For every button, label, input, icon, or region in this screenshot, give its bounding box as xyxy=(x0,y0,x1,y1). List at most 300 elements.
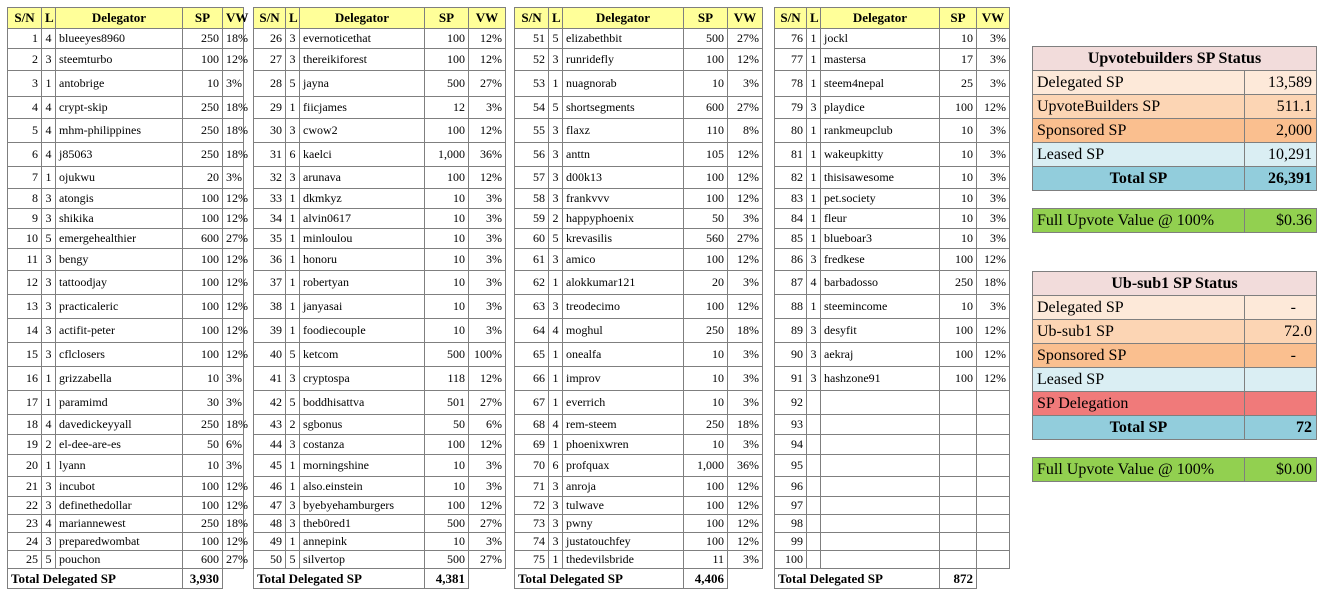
sp-cell: 250 xyxy=(183,515,223,533)
serial-cell: 69 xyxy=(515,435,549,455)
delegator-cell: shikika xyxy=(56,209,183,229)
serial-cell: 81 xyxy=(775,143,807,167)
sp-cell: 10 xyxy=(425,319,469,343)
sp-cell: 20 xyxy=(684,271,728,295)
serial-cell: 10 xyxy=(8,229,42,249)
sp-cell: 100 xyxy=(183,343,223,367)
table-row xyxy=(8,319,244,343)
delegator-cell: cwow2 xyxy=(300,119,425,143)
delegator-cell: alokkumar121 xyxy=(563,271,684,295)
table-row xyxy=(254,119,506,143)
serial-cell: 7 xyxy=(8,167,42,189)
ub-leased-label: Leased SP xyxy=(1033,143,1245,167)
table-row xyxy=(254,295,506,319)
delegator-cell: nuagnorab xyxy=(563,71,684,97)
level-cell: 5 xyxy=(286,343,300,367)
delegator-cell: tulwave xyxy=(563,497,684,515)
table-row xyxy=(254,533,506,551)
sp-cell: 100 xyxy=(183,477,223,497)
level-cell: 3 xyxy=(286,119,300,143)
serial-cell: 8 xyxy=(8,189,42,209)
ub-sponsored-label: Sponsored SP xyxy=(1033,119,1245,143)
level-cell: 5 xyxy=(286,71,300,97)
sp-cell: 500 xyxy=(425,551,469,569)
sp-cell: 50 xyxy=(684,209,728,229)
sp-cell: 100 xyxy=(684,515,728,533)
vw-cell: 18% xyxy=(223,515,244,533)
vw-cell: 12% xyxy=(469,29,506,49)
vw-cell: 3% xyxy=(977,189,1010,209)
serial-cell: 23 xyxy=(8,515,42,533)
vw-cell: 18% xyxy=(223,97,244,119)
delegator-cell: profquax xyxy=(563,455,684,477)
serial-cell: 99 xyxy=(775,533,807,551)
level-cell: 3 xyxy=(286,497,300,515)
total-row xyxy=(8,569,244,589)
level-cell: 3 xyxy=(807,97,821,119)
serial-cell: 93 xyxy=(775,415,807,435)
level-cell: 1 xyxy=(549,367,563,391)
serial-cell: 80 xyxy=(775,119,807,143)
table-row xyxy=(8,343,244,367)
level-cell: 1 xyxy=(42,167,56,189)
level-cell: 1 xyxy=(807,229,821,249)
level-cell: 1 xyxy=(549,435,563,455)
vw-cell: 3% xyxy=(728,343,763,367)
level-cell: 3 xyxy=(807,343,821,367)
vw-cell xyxy=(977,551,1010,569)
level-cell: 1 xyxy=(286,189,300,209)
level-cell: 4 xyxy=(42,97,56,119)
serial-cell: 61 xyxy=(515,249,549,271)
delegator-cell: thedevilsbride xyxy=(563,551,684,569)
vw-cell: 12% xyxy=(977,97,1010,119)
delegator-cell xyxy=(821,551,940,569)
table-row xyxy=(254,229,506,249)
vw-cell: 18% xyxy=(223,143,244,167)
header-vw: VW xyxy=(469,8,506,29)
table-row xyxy=(8,367,244,391)
table-row xyxy=(775,551,1010,569)
sub1-fuv-value: $0.00 xyxy=(1245,458,1317,482)
table-row xyxy=(515,119,763,143)
serial-cell: 19 xyxy=(8,435,42,455)
sp-cell: 10 xyxy=(425,229,469,249)
sp-cell: 100 xyxy=(684,497,728,515)
serial-cell: 3 xyxy=(8,71,42,97)
total-delegated-label: Total Delegated SP xyxy=(515,569,684,589)
level-cell: 1 xyxy=(286,295,300,319)
delegator-cell xyxy=(821,497,940,515)
table-row xyxy=(254,343,506,367)
sp-cell: 100 xyxy=(684,49,728,71)
delegator-cell: pet.society xyxy=(821,189,940,209)
level-cell: 3 xyxy=(549,515,563,533)
delegator-cell: j85063 xyxy=(56,143,183,167)
total-delegated-label: Total Delegated SP xyxy=(775,569,940,589)
sp-cell: 10 xyxy=(425,477,469,497)
delegator-cell: honoru xyxy=(300,249,425,271)
level-cell: 5 xyxy=(549,29,563,49)
delegator-cell: barbadosso xyxy=(821,271,940,295)
vw-cell: 18% xyxy=(728,319,763,343)
serial-cell: 77 xyxy=(775,49,807,71)
level-cell: 3 xyxy=(42,49,56,71)
sp-cell: 100 xyxy=(183,189,223,209)
delegator-cell: theb0red1 xyxy=(300,515,425,533)
delegator-cell: phoenixwren xyxy=(563,435,684,455)
vw-cell: 27% xyxy=(469,551,506,569)
header-sn: S/N xyxy=(254,8,286,29)
level-cell: 6 xyxy=(549,455,563,477)
delegator-cell: tattoodjay xyxy=(56,271,183,295)
table-row xyxy=(775,271,1010,295)
sp-cell: 100 xyxy=(684,295,728,319)
vw-cell: 12% xyxy=(469,497,506,515)
sp-cell: 100 xyxy=(183,497,223,515)
table-row xyxy=(254,435,506,455)
serial-cell: 74 xyxy=(515,533,549,551)
delegator-cell: steemincome xyxy=(821,295,940,319)
level-cell: 1 xyxy=(807,167,821,189)
sp-cell: 30 xyxy=(183,391,223,415)
ub-sp-label: UpvoteBuilders SP xyxy=(1033,95,1245,119)
vw-cell: 3% xyxy=(469,189,506,209)
delegator-cell: blueboar3 xyxy=(821,229,940,249)
header-l: L xyxy=(286,8,300,29)
sp-cell: 100 xyxy=(183,49,223,71)
level-cell xyxy=(807,415,821,435)
serial-cell: 59 xyxy=(515,209,549,229)
serial-cell: 62 xyxy=(515,271,549,295)
sp-cell: 10 xyxy=(940,229,977,249)
level-cell: 1 xyxy=(286,319,300,343)
sp-cell: 100 xyxy=(684,477,728,497)
sp-cell: 250 xyxy=(183,415,223,435)
table-row xyxy=(8,189,244,209)
vw-cell: 18% xyxy=(728,415,763,435)
sp-cell: 10 xyxy=(940,209,977,229)
table-row xyxy=(775,167,1010,189)
delegator-cell: rankmeupclub xyxy=(821,119,940,143)
delegator-cell: lyann xyxy=(56,455,183,477)
sp-cell: 100 xyxy=(425,167,469,189)
serial-cell: 27 xyxy=(254,49,286,71)
header-row xyxy=(8,8,244,29)
serial-cell: 17 xyxy=(8,391,42,415)
header-sp: SP xyxy=(940,8,977,29)
delegator-table-2 xyxy=(253,7,506,589)
level-cell: 4 xyxy=(807,271,821,295)
table-row xyxy=(515,143,763,167)
table-row xyxy=(8,29,244,49)
serial-cell: 67 xyxy=(515,391,549,415)
serial-cell: 30 xyxy=(254,119,286,143)
delegator-cell: byebyehamburgers xyxy=(300,497,425,515)
table-row xyxy=(775,533,1010,551)
level-cell: 4 xyxy=(42,29,56,49)
level-cell: 3 xyxy=(549,119,563,143)
sub1-total-value: 72 xyxy=(1245,416,1317,440)
serial-cell: 32 xyxy=(254,167,286,189)
level-cell: 4 xyxy=(549,319,563,343)
delegator-cell: everrich xyxy=(563,391,684,415)
empty-cell xyxy=(223,569,244,589)
sp-cell: 560 xyxy=(684,229,728,249)
level-cell: 3 xyxy=(549,167,563,189)
table-row xyxy=(515,477,763,497)
serial-cell: 20 xyxy=(8,455,42,477)
vw-cell: 3% xyxy=(728,435,763,455)
table-row xyxy=(254,249,506,271)
header-delegator: Delegator xyxy=(300,8,425,29)
vw-cell: 27% xyxy=(728,229,763,249)
delegator-table-3 xyxy=(514,7,763,589)
delegator-cell: treodecimo xyxy=(563,295,684,319)
table-row xyxy=(775,455,1010,477)
serial-cell: 90 xyxy=(775,343,807,367)
delegator-cell: bengy xyxy=(56,249,183,271)
serial-cell: 51 xyxy=(515,29,549,49)
serial-cell: 39 xyxy=(254,319,286,343)
vw-cell: 12% xyxy=(469,119,506,143)
level-cell: 3 xyxy=(549,533,563,551)
sp-cell: 10 xyxy=(183,455,223,477)
delegator-cell: anttn xyxy=(563,143,684,167)
table-row xyxy=(254,455,506,477)
empty-cell xyxy=(469,569,506,589)
level-cell: 6 xyxy=(286,143,300,167)
table-row xyxy=(515,435,763,455)
serial-cell: 31 xyxy=(254,143,286,167)
level-cell: 3 xyxy=(42,533,56,551)
level-cell: 2 xyxy=(286,415,300,435)
sp-cell: 1,000 xyxy=(425,143,469,167)
sp-cell: 100 xyxy=(425,435,469,455)
table-row xyxy=(515,229,763,249)
ubsub1-status-table xyxy=(1032,271,1317,440)
sp-cell: 10 xyxy=(425,533,469,551)
level-cell xyxy=(807,435,821,455)
table-row xyxy=(775,367,1010,391)
level-cell: 3 xyxy=(286,367,300,391)
table-row xyxy=(8,143,244,167)
vw-cell: 12% xyxy=(728,295,763,319)
level-cell: 1 xyxy=(42,391,56,415)
delegator-cell: blueeyes8960 xyxy=(56,29,183,49)
vw-cell xyxy=(977,435,1010,455)
level-cell: 3 xyxy=(549,189,563,209)
sp-cell: 50 xyxy=(425,415,469,435)
serial-cell: 78 xyxy=(775,71,807,97)
vw-cell: 18% xyxy=(223,415,244,435)
vw-cell: 12% xyxy=(728,189,763,209)
serial-cell: 55 xyxy=(515,119,549,143)
sp-cell: 100 xyxy=(425,497,469,515)
sub1-delegation-value xyxy=(1245,392,1317,416)
delegator-cell: anroja xyxy=(563,477,684,497)
empty-cell xyxy=(977,569,1010,589)
vw-cell: 27% xyxy=(469,515,506,533)
vw-cell: 3% xyxy=(977,119,1010,143)
level-cell: 1 xyxy=(549,551,563,569)
table-row xyxy=(8,415,244,435)
serial-cell: 41 xyxy=(254,367,286,391)
vw-cell: 12% xyxy=(223,249,244,271)
delegator-cell: aekraj xyxy=(821,343,940,367)
level-cell: 4 xyxy=(42,515,56,533)
level-cell: 1 xyxy=(286,455,300,477)
sp-cell: 10 xyxy=(940,295,977,319)
level-cell: 5 xyxy=(42,551,56,569)
vw-cell: 12% xyxy=(728,497,763,515)
delegator-cell xyxy=(821,515,940,533)
serial-cell: 53 xyxy=(515,71,549,97)
table-row xyxy=(515,551,763,569)
serial-cell: 58 xyxy=(515,189,549,209)
ub-delegated-label: Delegated SP xyxy=(1033,71,1245,95)
vw-cell: 3% xyxy=(469,97,506,119)
vw-cell: 27% xyxy=(469,391,506,415)
serial-cell: 35 xyxy=(254,229,286,249)
delegator-cell: desyfit xyxy=(821,319,940,343)
delegator-cell: justatouchfey xyxy=(563,533,684,551)
table-row xyxy=(515,415,763,435)
serial-cell: 100 xyxy=(775,551,807,569)
level-cell: 1 xyxy=(549,271,563,295)
delegator-cell xyxy=(821,533,940,551)
serial-cell: 76 xyxy=(775,29,807,49)
level-cell: 1 xyxy=(42,455,56,477)
total-row xyxy=(254,569,506,589)
sp-cell: 100 xyxy=(183,533,223,551)
level-cell: 1 xyxy=(286,209,300,229)
sp-cell: 100 xyxy=(183,249,223,271)
table-row xyxy=(254,515,506,533)
serial-cell: 2 xyxy=(8,49,42,71)
level-cell xyxy=(807,391,821,415)
level-cell: 3 xyxy=(549,295,563,319)
vw-cell: 3% xyxy=(469,271,506,295)
serial-cell: 48 xyxy=(254,515,286,533)
table-row xyxy=(775,189,1010,209)
vw-cell: 12% xyxy=(223,295,244,319)
sp-cell: 100 xyxy=(940,367,977,391)
serial-cell: 95 xyxy=(775,455,807,477)
vw-cell: 3% xyxy=(469,319,506,343)
level-cell: 1 xyxy=(42,71,56,97)
table-row xyxy=(515,319,763,343)
serial-cell: 98 xyxy=(775,515,807,533)
delegator-cell: thisisawesome xyxy=(821,167,940,189)
vw-cell: 12% xyxy=(223,319,244,343)
delegator-cell: emergehealthier xyxy=(56,229,183,249)
sp-cell: 250 xyxy=(684,319,728,343)
vw-cell: 12% xyxy=(728,515,763,533)
vw-cell xyxy=(977,415,1010,435)
sp-cell xyxy=(940,497,977,515)
table-row xyxy=(254,391,506,415)
serial-cell: 18 xyxy=(8,415,42,435)
sp-cell: 10 xyxy=(425,249,469,271)
upvotebuilders-status-table xyxy=(1032,46,1317,191)
serial-cell: 46 xyxy=(254,477,286,497)
level-cell: 5 xyxy=(549,97,563,119)
vw-cell: 12% xyxy=(223,49,244,71)
sp-cell: 501 xyxy=(425,391,469,415)
table-row xyxy=(775,229,1010,249)
delegator-cell: morningshine xyxy=(300,455,425,477)
sp-cell: 250 xyxy=(684,415,728,435)
serial-cell: 12 xyxy=(8,271,42,295)
vw-cell: 12% xyxy=(223,189,244,209)
level-cell: 2 xyxy=(42,435,56,455)
sp-cell: 250 xyxy=(183,29,223,49)
vw-cell: 3% xyxy=(728,367,763,391)
level-cell: 5 xyxy=(549,229,563,249)
table-row xyxy=(254,271,506,295)
table-row xyxy=(775,497,1010,515)
level-cell: 3 xyxy=(807,367,821,391)
header-delegator: Delegator xyxy=(56,8,183,29)
header-vw: VW xyxy=(977,8,1010,29)
level-cell: 3 xyxy=(286,167,300,189)
vw-cell: 12% xyxy=(728,249,763,271)
serial-cell: 22 xyxy=(8,497,42,515)
sub1-leased-label: Leased SP xyxy=(1033,368,1245,392)
table-row xyxy=(254,367,506,391)
sp-cell: 10 xyxy=(940,167,977,189)
vw-cell: 12% xyxy=(469,167,506,189)
table-row xyxy=(515,271,763,295)
sp-cell: 600 xyxy=(684,97,728,119)
total-delegated-label: Total Delegated SP xyxy=(8,569,183,589)
table-row xyxy=(8,209,244,229)
vw-cell: 36% xyxy=(469,143,506,167)
delegator-cell: also.einstein xyxy=(300,477,425,497)
table-row xyxy=(515,29,763,49)
sub1-sp-value: 72.0 xyxy=(1245,320,1317,344)
sp-cell: 11 xyxy=(684,551,728,569)
delegator-cell: kaelci xyxy=(300,143,425,167)
vw-cell: 12% xyxy=(469,367,506,391)
delegator-cell: mhm-philippines xyxy=(56,119,183,143)
table-row xyxy=(775,415,1010,435)
delegator-cell: boddhisattva xyxy=(300,391,425,415)
delegator-cell: ketcom xyxy=(300,343,425,367)
level-cell: 1 xyxy=(286,477,300,497)
sp-cell: 105 xyxy=(684,143,728,167)
sp-cell xyxy=(940,477,977,497)
vw-cell: 12% xyxy=(469,435,506,455)
serial-cell: 84 xyxy=(775,209,807,229)
delegator-cell: fleur xyxy=(821,209,940,229)
level-cell: 3 xyxy=(807,249,821,271)
vw-cell: 12% xyxy=(223,209,244,229)
table-row xyxy=(8,497,244,515)
table-row xyxy=(254,497,506,515)
delegator-cell: rem-steem xyxy=(563,415,684,435)
sp-cell: 500 xyxy=(425,71,469,97)
table-row xyxy=(515,367,763,391)
serial-cell: 54 xyxy=(515,97,549,119)
table-row xyxy=(8,391,244,415)
level-cell: 5 xyxy=(286,551,300,569)
table-row xyxy=(8,119,244,143)
vw-cell: 12% xyxy=(223,477,244,497)
level-cell: 3 xyxy=(549,49,563,71)
sp-cell: 118 xyxy=(425,367,469,391)
